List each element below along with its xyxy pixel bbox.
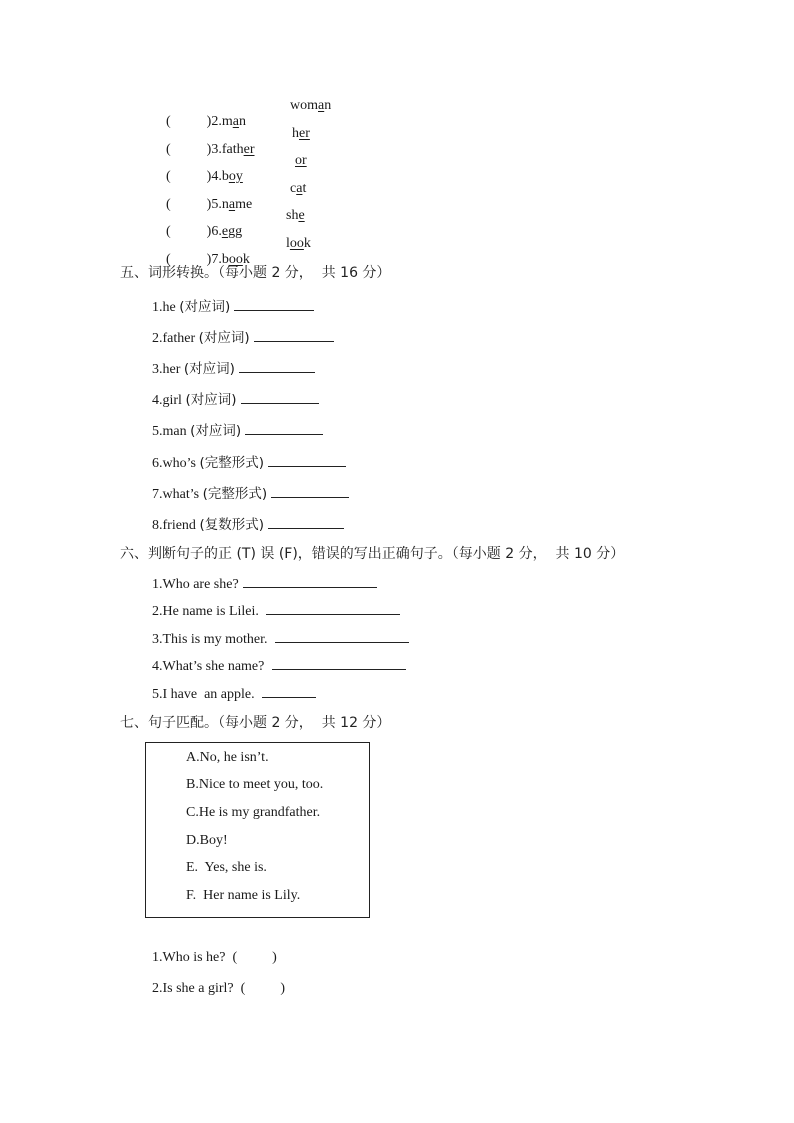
- match-option: A.No, he isn’t.: [186, 750, 269, 765]
- word: 3.her: [152, 362, 181, 377]
- word1-underlined: oo: [228, 252, 243, 267]
- answer-blank[interactable]: [262, 685, 316, 698]
- match-option: E. Yes, she is.: [186, 860, 267, 875]
- word1-part: gg: [228, 224, 243, 239]
- word1-part: b: [221, 252, 229, 267]
- word1-part: k: [242, 252, 250, 267]
- word2-part: l: [286, 236, 290, 251]
- answer-paren-close: ): [206, 142, 212, 157]
- word: 5.man: [152, 424, 187, 439]
- judge-item: [152, 685, 316, 703]
- word: 6.who’s: [152, 456, 196, 471]
- answer-paren-close: ): [206, 197, 212, 212]
- answer-blank[interactable]: [271, 485, 349, 498]
- answer-paren-close: ): [206, 224, 212, 239]
- word2-underlined: a: [318, 98, 325, 113]
- judge-item: [152, 575, 377, 593]
- word1-part: n: [238, 114, 246, 129]
- item-number: 7.: [211, 252, 222, 267]
- hint: (复数形式): [199, 517, 264, 533]
- section-heading-6: 六、判断句子的正 (T) 误 (F)，错误的写出正确句子。（每小题 2 分， 共 10 分）: [120, 546, 625, 562]
- judge-item: [152, 630, 409, 648]
- answer-blank[interactable]: [275, 630, 409, 643]
- hint: (完整形式): [202, 486, 268, 502]
- word: 7.what’s: [152, 487, 200, 502]
- word: 2.father: [152, 331, 196, 346]
- hint: (对应词): [179, 299, 231, 315]
- answer-blank[interactable]: [272, 657, 406, 670]
- hint: (对应词): [198, 330, 250, 346]
- answer-paren-open: (: [166, 114, 171, 129]
- answer-paren[interactable]: ( ): [232, 950, 277, 965]
- pronunciation-word2: [286, 236, 311, 252]
- word1-part: b: [221, 169, 229, 184]
- word-form-item: [152, 451, 346, 472]
- word: 1.he: [152, 300, 176, 315]
- word-form-item: [152, 482, 349, 503]
- match-option: B.Nice to meet you, too.: [186, 777, 324, 792]
- word-form-item: [152, 388, 319, 409]
- answer-blank[interactable]: [266, 602, 400, 615]
- answer-blank[interactable]: [268, 516, 344, 529]
- question-text: 1.Who is he?: [152, 950, 226, 965]
- word2-part: c: [290, 181, 297, 196]
- answer-paren-close: ): [206, 169, 212, 184]
- word1-part: n: [221, 197, 229, 212]
- item-number: 6.: [211, 224, 222, 239]
- sentence: 3.This is my mother.: [152, 632, 268, 647]
- answer-blank[interactable]: [254, 329, 334, 342]
- word2-part: sh: [286, 208, 299, 223]
- sentence: 2.He name is Lilei.: [152, 604, 259, 619]
- word1-part: fath: [221, 142, 244, 157]
- word2-underlined: a: [296, 181, 303, 196]
- answer-paren-open: (: [166, 197, 171, 212]
- hint: (对应词): [183, 361, 235, 377]
- question-text: 2.Is she a girl?: [152, 981, 234, 996]
- answer-blank[interactable]: [234, 298, 314, 311]
- pronunciation-word2: [292, 126, 310, 142]
- word-form-item: [152, 419, 323, 440]
- judge-item: [152, 602, 400, 620]
- answer-blank[interactable]: [243, 575, 377, 588]
- match-question: [152, 950, 277, 966]
- word1-underlined: a: [232, 114, 239, 129]
- match-option: C.He is my grandfather.: [186, 805, 321, 820]
- word2-part: t: [302, 181, 307, 196]
- answer-paren-close: ): [206, 114, 212, 129]
- word2-underlined: oo: [289, 236, 304, 251]
- word-form-item: [152, 326, 334, 347]
- word: 8.friend: [152, 518, 196, 533]
- answer-paren-open: (: [166, 252, 171, 267]
- pronunciation-word2: [290, 181, 306, 197]
- word2-part: h: [292, 126, 299, 141]
- word2-part: wom: [290, 98, 318, 113]
- answer-blank[interactable]: [268, 454, 346, 467]
- hint: (对应词): [185, 392, 237, 408]
- match-option: D.Boy!: [186, 833, 228, 848]
- word1-part: me: [235, 197, 253, 212]
- word1-underlined: er: [243, 142, 255, 157]
- match-question: [152, 981, 285, 997]
- word1-underlined: oy: [228, 169, 243, 184]
- hint: (对应词): [190, 423, 242, 439]
- pronunciation-word2: [290, 98, 331, 114]
- word-form-item: [152, 357, 315, 378]
- sentence: 4.What’s she name?: [152, 659, 265, 674]
- sentence: 5.I have an apple.: [152, 687, 255, 702]
- pronunciation-word2: [286, 208, 305, 224]
- word2-part: k: [303, 236, 311, 251]
- answer-blank[interactable]: [239, 360, 315, 373]
- section-heading-7: 七、句子匹配。（每小题 2 分， 共 12 分）: [120, 715, 391, 731]
- word1-part: m: [221, 114, 233, 129]
- answer-blank[interactable]: [245, 422, 323, 435]
- word2-underlined: er: [299, 126, 310, 141]
- match-option: F. Her name is Lily.: [186, 888, 301, 903]
- word-form-item: [152, 295, 314, 316]
- item-number: 3.: [211, 142, 222, 157]
- answer-paren-open: (: [166, 169, 171, 184]
- word-form-item: [152, 513, 344, 534]
- word: 4.girl: [152, 393, 182, 408]
- word1-underlined: a: [228, 197, 236, 212]
- item-number: 2.: [211, 114, 222, 129]
- word1-underlined: e: [221, 224, 229, 239]
- section-heading-5: 五、词形转换。（每小题 2 分， 共 16 分）: [120, 265, 391, 281]
- answer-blank[interactable]: [241, 391, 319, 404]
- word2-underlined: e: [298, 208, 305, 223]
- pronunciation-word2: [295, 153, 307, 169]
- item-number: 5.: [211, 197, 222, 212]
- item-number: 4.: [211, 169, 222, 184]
- answer-paren[interactable]: ( ): [240, 981, 285, 996]
- word2-part: n: [324, 98, 332, 113]
- hint: (完整形式): [199, 455, 264, 471]
- word2-underlined: or: [295, 153, 307, 168]
- answer-paren-open: (: [166, 142, 171, 157]
- sentence: 1.Who are she?: [152, 577, 239, 592]
- answer-paren-close: ): [206, 252, 212, 267]
- answer-paren-open: (: [166, 224, 171, 239]
- judge-item: [152, 657, 406, 675]
